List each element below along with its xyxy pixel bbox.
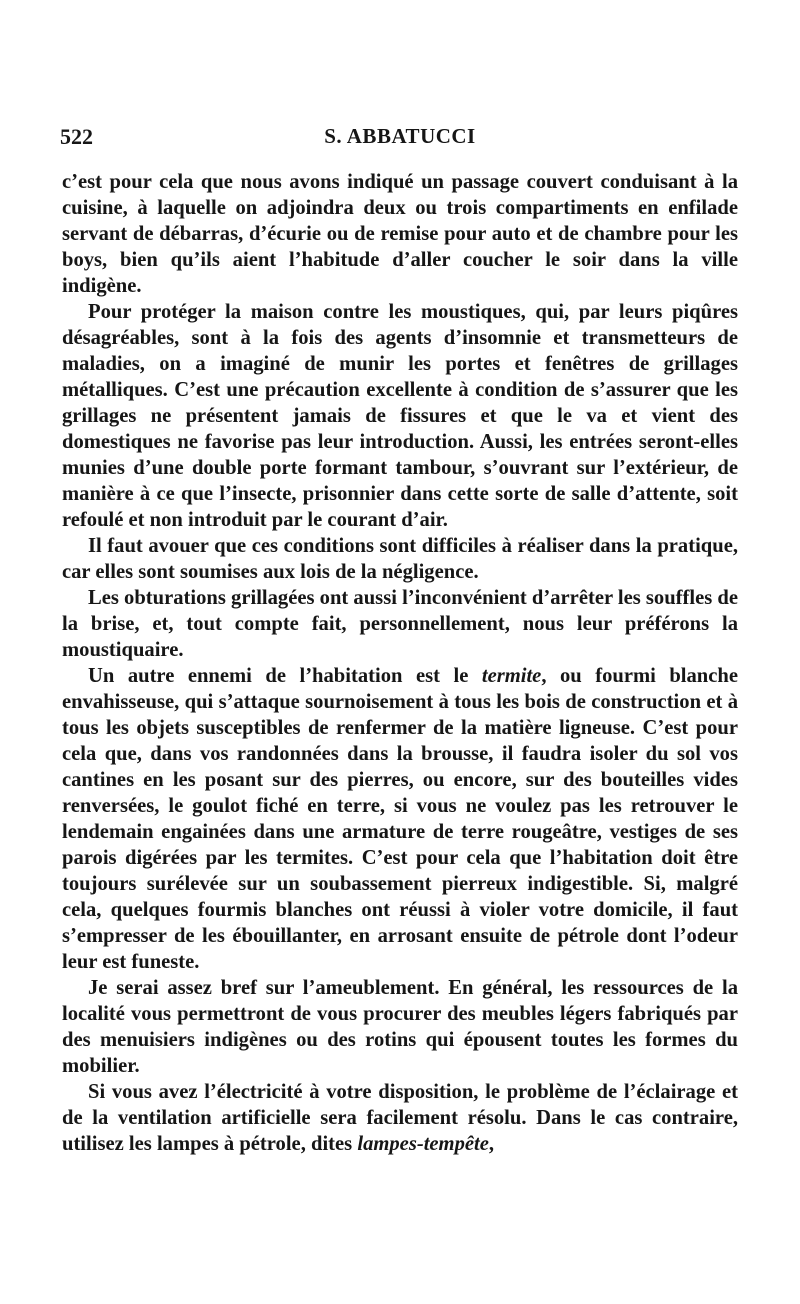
paragraph-7-before: Si vous avez l’électricité à votre disposition, le problème de l’éclairage et de la ventilation artificielle sera facilement résolu. Dans le cas contraire, utilisez les lampes à pétrole, dites — [62, 1081, 738, 1155]
paragraph-7 — [62, 1079, 738, 1157]
paragraph-5-after: , ou fourmi blanche envahisseuse, qui s’attaque sournoisement à tous les bois de construction et à tous les objets susceptibles de renfermer de la matière ligneuse. C’est pour cela que, dans vos randonnées dans la brousse, il faudra isoler du sol vos cantines en les posant sur des pierres, ou encore, sur des bouteilles vides renversées, le goulot fiché en terre, si vous ne voulez pas les retrouver le lendemain engainées dans une armature de terre rougeâtre, vestiges de ses parois digérées par les termites. C’est pour cela que l’habitation doit être toujours surélevée sur un soubassement pierreux indigestible. Si, malgré cela, quelques fourmis blanches ont réussi à violer votre domicile, il faut s’empresser de les ébouillanter, en arrosant ensuite de pétrole dont l’odeur leur est funeste. — [62, 665, 738, 973]
body-text — [62, 169, 738, 1157]
paragraph-4: Les obturations grillagées ont aussi l’inconvénient d’arrêter les souffles de la brise, et, tout compte fait, personnellement, nous leur préférons la moustiquaire. — [62, 587, 739, 661]
paragraph-3: Il faut avouer que ces conditions sont difficiles à réaliser dans la pratique, car elles sont soumises aux lois de la négligence. — [62, 535, 738, 583]
paragraph-5 — [62, 663, 738, 975]
paragraph-2: Pour protéger la maison contre les moustiques, qui, par leurs piqûres désagréables, sont à la fois des agents d’insomnie et transmetteurs de maladies, on a imaginé de munir les portes et fenêtres de grillages métalliques. C’est une précaution excellente à condition de s’assurer que les grillages ne présentent jamais de fissures et que le va et vient des domestiques ne favorise pas leur introduction. Aussi, les entrées seront-elles munies d’une double porte formant tambour, s’ouvrant sur l’extérieur, de manière à ce que l’insecte, prisonnier dans cette sorte de salle d’attente, soit refoulé et non introduit par le courant d’air. — [62, 301, 738, 531]
paragraph-1: c’est pour cela que nous avons indiqué un passage couvert conduisant à la cuisine, à laquelle on adjoindra deux ou trois compartiments en enfilade servant de débarras, d’écurie ou de remise pour auto et de chambre pour les boys, bien qu’ils aient l’habitude d’aller coucher le soir dans la ville indigène. — [62, 171, 738, 297]
paragraph-7-after: , — [488, 1133, 495, 1155]
running-head: S. ABBATUCCI — [324, 124, 476, 148]
paragraph-5-before: Un autre ennemi de l’habitation est le — [88, 665, 482, 687]
paragraph-6: Je serai assez bref sur l’ameublement. En général, les ressources de la localité vous permettront de vous procurer des meubles légers fabriqués par des menuisiers indigènes ou des rotins qui épousent toutes les formes du mobilier. — [62, 977, 738, 1077]
page-header — [60, 124, 740, 152]
paragraph-5-italic: termite — [481, 665, 542, 687]
paragraph-7-italic: lampes-tempête — [357, 1133, 489, 1155]
page-number: 522 — [60, 124, 93, 149]
